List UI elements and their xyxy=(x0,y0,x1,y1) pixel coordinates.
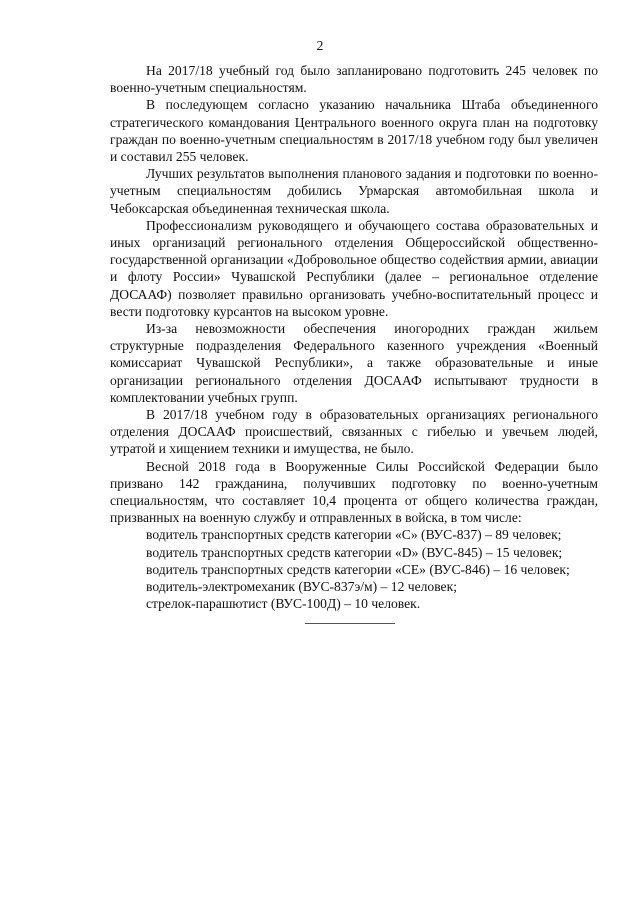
list-item: водитель-электромеханик (ВУС-837э/м) – 12 человек; xyxy=(146,579,457,595)
paragraph-incidents: В 2017/18 учебном году в образовательных организациях регионального отделения ДОСААФ происшествий, связанных с гибелью и увечьем людей, утратой и хищением техники и имущества, не было. xyxy=(110,407,598,457)
paragraph-best-results: Лучших результатов выполнения планового задания и подготовки по военно-учетным специальностям добились Урмарская автомобильная школа и Чебоксарская объединенная техническая школа. xyxy=(110,166,598,216)
list-item: водитель транспортных средств категории «С» (ВУС-837) – 89 человек; xyxy=(146,527,562,543)
list-item: водитель транспортных средств категории «СЕ» (ВУС-846) – 16 человек; xyxy=(146,561,570,577)
document-body xyxy=(110,62,598,613)
specialties-list xyxy=(110,526,598,612)
paragraph-plan: На 2017/18 учебный год было запланировано подготовить 245 человек по военно-учетным специальностям. xyxy=(110,63,598,96)
list-item: водитель транспортных средств категории «D» (ВУС-845) – 15 человек; xyxy=(146,544,563,560)
end-separator-line xyxy=(305,623,395,624)
paragraph-professionalism: Профессионализм руководящего и обучающего состава образовательных и иных организаций регионального отделения Общероссийской общественно-государственной организации «Добровольное общество содействия армии, авиации и флоту России» Чувашской Республики (далее – региональное отделение ДОСААФ) позволяет правильно организовать учебно-воспитательный процесс и вести подготовку курсантов на высоком уровне. xyxy=(110,217,598,319)
list-item: стрелок-парашютист (ВУС-100Д) – 10 человек. xyxy=(146,596,421,612)
paragraph-housing-difficulties: Из-за невозможности обеспечения иногородних граждан жильем структурные подразделения Федерального казенного учреждения «Военный комиссариат Чувашской Республики», а также образовательные и иные организации регионального отделения ДОСААФ испытывают трудности в комплектовании учебных групп. xyxy=(110,321,598,405)
paragraph-plan-increase: В последующем согласно указанию начальника Штаба объединенного стратегического командования Центрального военного округа план на подготовку граждан по военно-учетным специальностям в 2017/18 учебном году был увеличен и составил 255 человек. xyxy=(110,97,598,165)
page-number: 2 xyxy=(316,38,324,53)
paragraph-conscription: Весной 2018 года в Вооруженные Силы Российской Федерации было призвано 142 гражданина, получивших подготовку по военно-учетным специальностям, что составляет 10,4 процента от общего количества граждан, призванных на военную службу и отправленных в войска, в том числе: xyxy=(110,458,598,526)
